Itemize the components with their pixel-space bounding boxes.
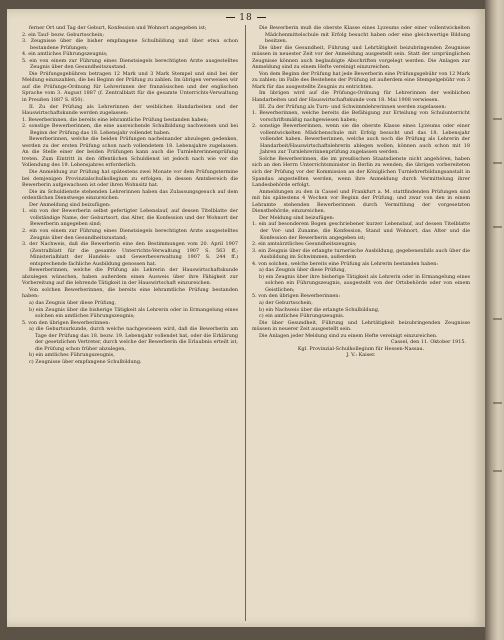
paragraph: Kgl. Provinzial-Schulkollegium für Hessen-Nassau. [297,345,425,352]
paragraph: Die Prüfungsgebühren betragen 12 Mark und 3 Mark Stempel und sind bei der Meldung einzuzahlen, die bei Beginn der Prüfung zu zahlen. Im übrigen verweisen wir auf die Prüfungs-Ordnung für Lehrerinnen der französischen und der englischen Sprache vom 3. August 1887 (f. Zentralblatt für die gesamte Unterrichts-Verwaltung in Preußen 1887 S. 850). [22,70,238,104]
paragraph: 3. Zeugnisse über die bisher empfangene Schulbildung und über etwa schon bestandene Prüfungen; [22,38,238,51]
paragraph: Im übrigen wird auf die Prüfungs-Ordnung für Lehrerinnen der weiblichen Handarbeiten und der Hauswirtschaftskunde vom 18. Mai 1908 verwiesen. [252,90,470,104]
paragraph: a) das Zeugnis über diese Prüfung, [259,267,347,274]
paragraph: 3. der Nachweis, daß die Bewerberin eine den Bestimmungen vom 20. April 1907 (Zentralblatt für die gesamte Unterrichts-Verwaltung 1907 S. 563 ff.; Ministerialblatt der Handels- und Gewerbeverwaltung 1907 S. 244 ff.) entsprechende fachliche Ausbildung genossen hat. [22,241,238,267]
paragraph: Bewerberinnen, welche die beiden Prüfungen nacheinander abzulegen gedenken, werden zu der ersten Prüfung schon nach vollendetem 18. Lebensjahre zugelassen. An die Stelle einer der beiden Prüfungen kann auch die Turnlehrerinnenprüfung treten. Zum Eintritt in den öffentlichen Schuldienst ist jedoch nach wie vor die Vollendung des 19. Lebensjahres erforderlich. [22,136,238,169]
paragraph: Die im Schuldienste stehenden Lehrerinnen haben das Zulassungsgesuch auf dem ordentlichen Dienstwege einzureichen. [22,188,238,202]
paragraph: Der Anmeldung sind beizufügen: [29,201,111,208]
left-column [22,25,238,621]
next-page-line-fragment [493,318,502,320]
paragraph: Von dem Beginn der Prüfung hat jede Bewerberin eine Prüfungsgebühr von 12 Mark zu zahlen; im Falle des Bestehens der Prüfung ist außerdem eine Stempelgebühr von 3 Mark für das ausgestellte Zeugnis zu entrichten. [252,70,470,90]
next-page-line-fragment [493,402,502,404]
paragraph: a) die Geburtsurkunde, durch welche nachgewiesen wird, daß die Bewerberin am Tage der Prüfung das 18. bezw. 19. Lebensjahr vollendet hat, oder die Erklärung der gesetzlichen Vertreter, durch welche der Bewerberin die Erlaubnis erteilt ist, die Prüfung schon früher abzulegen, [29,326,238,352]
paragraph: ferner Ort und Tag der Geburt, Konfession und Wohnort angegeben ist; [29,25,207,31]
next-page-line-fragment [493,226,502,228]
paragraph: c) Zeugnisse über empfangene Schulbildung. [29,358,142,365]
paragraph: 3. ein Zeugnis über die erlangte turnerische Ausbildung, gegebenenfalls auch über die Ausbildung im Schwimmen, außerdem [252,247,470,261]
paragraph: 5. von den übrigen Bewerberinnen: [252,293,341,300]
paragraph: 1. ein auf besonderem Bogen geschriebener kurzer Lebenslauf, auf dessen Titelblatte der Vor- und Zuname, die Konfession, Stand und Wohnort, das Alter und die Konfession der Bewerberin angegeben ist; [252,221,470,241]
document-page [7,9,485,627]
paragraph: 1. Bewerberinnen, welche bereits die Befähigung zur Erteilung von Schulunterricht vorschriftsmäßig nachgewiesen haben; [252,110,470,123]
paragraph: III. Zu der Prüfung als Turn- und Schwimmlehrerinnen werden zugelassen: [259,103,447,110]
paragraph: a) das Zeugnis über diese Prüfung, [29,299,117,306]
paragraph: Anmeldungen zu den in Cassel und Frankfurt a. M. stattfindenden Prüfungen sind mit bis spätestens 4 Wochen vor Beginn der Prüfung, und zwar von den in einem Lehramte stehenden Bewerberinnen durch Vermittlung der vorgesetzten Dienstbehörde, einzureichen. [252,188,470,215]
paragraph: Von solchen Bewerberinnen, die bereits eine lehramtliche Prüfung bestanden haben: [22,286,238,300]
paragraph: J. V.: Kaiser. [346,352,376,359]
paragraph: 2. sonstige Bewerberinnen, wenn sie die oberste Klasse eines Lyzeums oder einer vollentwickelten Mädchenschule mit Erfolg besucht und das 18. Lebensjahr vollendet haben. Bewerberinnen, welche auch noch die Prüfung als Lehrerin der Handarbeit/Hauswirtschaftslehrerin ablegen wollen, können auch schon mit 18 Jahren zur Turnlehrerinnenprüfung zugelassen werden. [252,123,470,156]
paragraph: Die Anlagen jeder Meldung sind zu einem Hefte vereinigt einzureichen. [259,332,438,339]
right-column [252,25,470,621]
next-page-line-fragment [493,470,502,472]
paragraph: Die Anmeldung zur Prüfung hat spätestens zwei Monate vor dem Prüfungstermine bei demjenigen Provinzialschulkollegium zu erfolgen, in dessen Amtsbereich die Bewerberin aufgewachsen ist oder ihren Wohnsitz hat. [22,169,238,189]
paragraph: 2. ein amtsärztliches Gesundheitszeugnis; [252,241,357,248]
paragraph: Cassel, den 11. Oktober 1915. [390,339,466,346]
paragraph: c) ein amtliches Führungszeugnis. [259,313,345,320]
paragraph: a) der Geburtsschein, [259,299,313,306]
paragraph: Der Meldung sind beizufügen: [259,214,335,221]
paragraph: Die über Gesundheit, Führung und Lehrtätigkeit beizubringenden Zeugnisse müssen in neuerer Zeit ausgestellt sein. [252,319,470,333]
paragraph: 5. ein von einem zur Führung eines Dienstsiegels berechtigten Arzte ausgestelltes Zeugnis über den Gesundheitszustand. [22,57,238,71]
paragraph: b) ein amtliches Führungszeugnis, [29,352,115,359]
paragraph: Die Bewerberin muß die oberste Klasse eines Lyzeums oder einer vollentwickelten Mädchenmittelschule mit Erfolg besucht haben oder eine gleichwertige Bildung besitzen. [259,25,470,45]
paragraph: Die über die Gesundheit, Führung und Lehrtätigkeit beizubringenden Zeugnisse müssen in neuester Zeit vor der Anmeldung ausgestellt sein. Statt der ursprünglichen Zeugnisse können auch beglaubigte Abschriften vorgelegt werden. Die Anlagen zur Anmeldung sind zu einem Hefte vereinigt einzureichen. [252,44,470,71]
paragraph: 4. von solchen, welche bereits eine Prüfung als Lehrerin bestanden haben: [252,260,439,267]
paragraph: 2. ein von einem zur Führung eines Dienstsiegels berechtigten Arzte ausgestelltes Zeugnis über den Gesundheitszustand; [22,227,238,241]
next-page-edge [485,0,504,640]
paragraph: b) ein Zeugnis über ihre bisherige Tätigkeit als Lehrerin oder in Ermangelung eines solchen ein Führungszeugnis, ausgestellt von der Ortsbehörde oder von einem Geistlichen; [259,273,470,293]
paragraph: 5. von den übrigen Bewerberinnen: [22,319,111,326]
paragraph: b) ein Nachweis über die erlangte Schulbildung, [259,306,380,313]
paragraph: Bewerberinnen, welche die Prüfung als Lehrerin der Hauswirtschaftskunde abzulegen wünschen, haben außerdem einen Ausweis über ihre Fähigkeit zur Vorbereitung auf die lehrende Tätigkeit in der Hauswirtschaft einzureichen. [22,267,238,287]
paragraph: 4. ein amtliches Führungszeugnis; [22,51,108,58]
next-page-line-fragment [493,162,502,164]
paragraph: II. Zu der Prüfung als Lehrerinnen der weiblichen Handarbeiten und der Hauswirtschaftskunde werden zugelassen: [22,103,238,117]
next-page-line-fragment [493,118,502,120]
paragraph: 1. Bewerberinnen, die bereits eine lehramtliche Prüfung bestanden haben; [22,116,209,123]
paragraph: 2. sonstige Bewerberinnen, die eine ausreichende Schulbildung nachweisen und bei Beginn der Prüfung das 18. Lebensjahr vollendet haben. [22,123,238,136]
paragraph: Solche Bewerberinnen, die im preußischen Staatsdienste nicht angehören, haben sich an den Herrn Unterrichtsminister in Berlin zu wenden; die übrigen vorbereiteten sich der Prüfung vor der Kommission an der Königlichen Turnlehrerbildungsanstalt in Spandau angestellten werden, wenn ihre Anmeldung durch Vermittelung ihrer Landesbehörde erfolgt. [252,155,470,189]
paragraph: 1. ein von der Bewerberin selbst gefertigter Lebenslauf, auf dessen Titelblatte der vollständige Name, der Geburtsort, das Alter, die Konfession und der Wohnort der Bewerberin angegeben sind; [22,208,238,228]
paragraph: b) ein Zeugnis über die bisherige Tätigkeit als Lehrerin oder in Ermangelung eines solchen ein amtliches Führungszeugnis; [29,306,238,320]
column-divider [245,25,246,621]
page-number: 18 [7,13,485,23]
paragraph: 2. ein Tauf- bezw. Geburtsschein; [22,31,105,38]
